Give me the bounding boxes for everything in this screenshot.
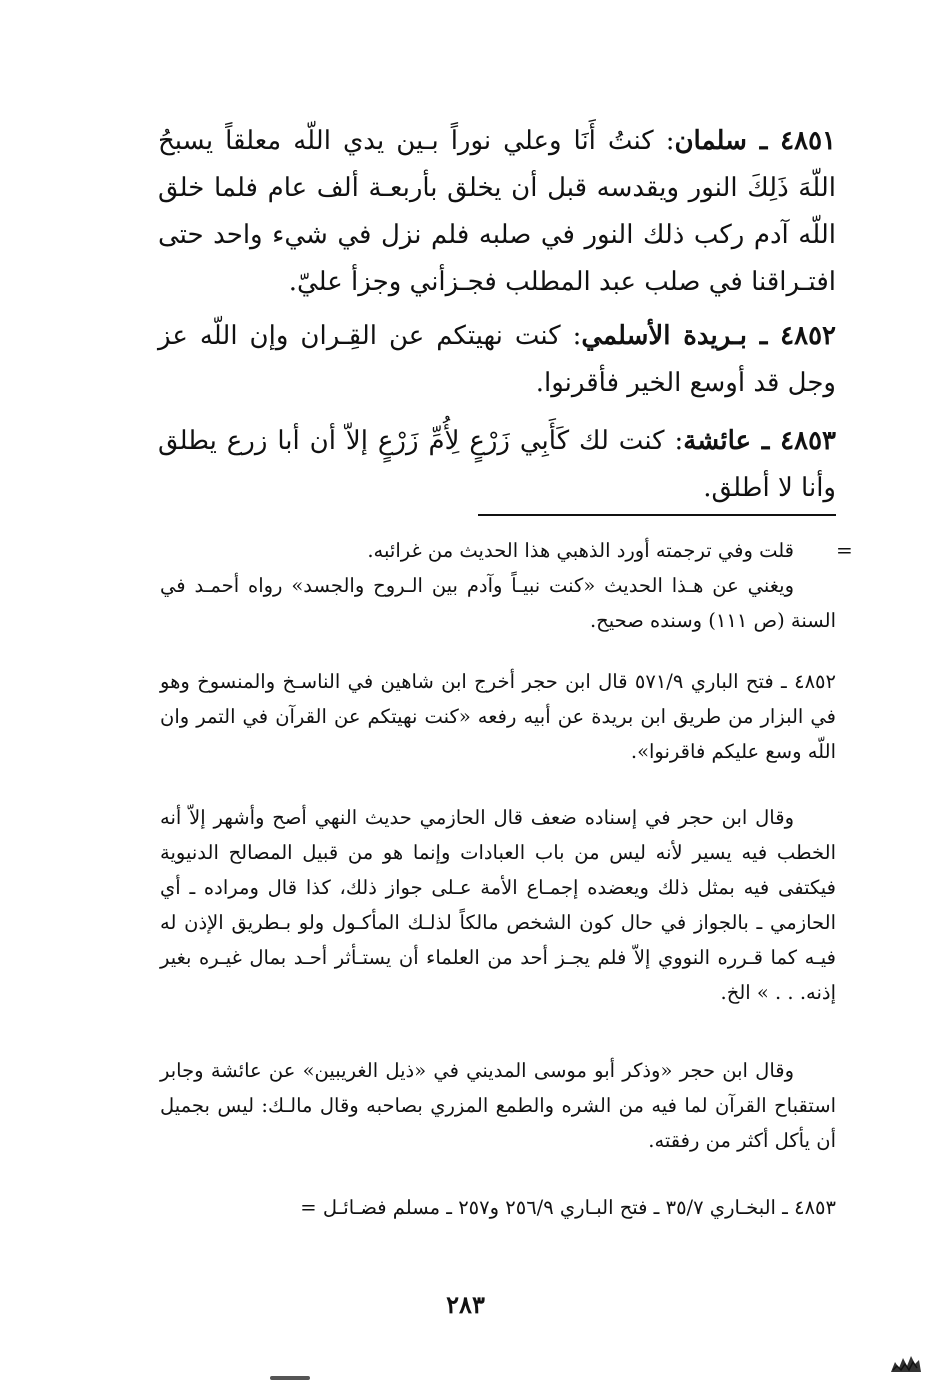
scan-smudge: [270, 1376, 310, 1380]
footnote-text: وقال ابن حجر في إسناده ضعف قال الحازمي حديث النهي أصح وأشهر إلاّ أنه الخطب فيه يسير لأنه ليس من باب العبادات وإنما هو من قبيل المصالح الدنيوية فيكتفى فيه بمثل ذلك ويعضده إجمـاع الأمة عـلى جواز ذلك، كذا قال ومراده ـ أي الحازمي ـ بالجواز في حال كون الشخص مالكاً لذلـك المأكـول ولو بـطريق الإذن له فيـه كما قـرره النووي إلاّ فلم يجـز أحد من العلماء أن يستـأثر أحـد بمال غيـره بغير إذنه. . . » الخ.: [160, 806, 836, 1004]
hadith-number: ٤٨٥٢: [780, 321, 836, 351]
page-number: ٢٨٣: [446, 1290, 485, 1319]
footnote-4853-commentary: [160, 1053, 836, 1158]
footnote-4852: [160, 664, 836, 769]
hadith-number: ٤٨٥١: [780, 126, 836, 156]
footnote-text: ٤٨٥٢ ـ فتح الباري ٥٧١/٩ قال ابن حجر أخرج ابن شاهين في الناسـخ والمنسوخ وهو في البزار من طريق ابن بريدة عن أبيه رفعه «كنت نهيتكم عن القرآن في التمر وان اللّه وسع عليكم فاقرنوا».: [160, 670, 836, 763]
hadith-text: : كنت نهيتكم عن القِـران وإن اللّه عز وجل قد أوسع الخير فأقرنوا.: [158, 321, 836, 398]
hadith-text: : كنت لك كَأَبِي زَرْعٍ لِأُمِّ زَرْعٍ إلاّ أن أبا زرع يطلق وأنا لا أطلق.: [158, 426, 836, 503]
footnote-divider: [478, 514, 836, 516]
hadith-narrator: بـريدة الأسلمي: [581, 321, 747, 351]
number-separator: ـ: [746, 126, 781, 156]
number-separator: ـ: [751, 426, 781, 456]
footnote-continuation: [160, 533, 836, 638]
footnote-continuation-marker: =: [836, 538, 853, 562]
footnote-4852-commentary: [160, 800, 836, 1010]
footnote-4853: [160, 1190, 836, 1225]
hadith-entry-4852: [158, 313, 836, 407]
scan-artifact-icon: [889, 1352, 923, 1374]
footnote-line: ويغني عن هـذا الحديث «كنت نبيـاً وآدم بين الـروح والجسد» رواه أحمـد في السنة (ص ١١١) وسنده صحيح.: [160, 574, 836, 632]
footnote-text: ٤٨٥٣ ـ البخـاري ٣٥/٧ ـ فتح البـاري ٢٥٦/٩ و٢٥٧ ـ مسلم فضـائـل =: [300, 1196, 836, 1219]
hadith-entry-4853: [158, 418, 836, 512]
footnote-line: قلت وفي ترجمته أورد الذهبي هذا الحديث من غرائبه.: [367, 539, 794, 562]
hadith-narrator: عائشة: [683, 426, 752, 456]
hadith-narrator: سلمان: [674, 126, 747, 156]
hadith-number: ٤٨٥٣: [780, 426, 836, 456]
hadith-text: : كنتُ أَنَا وعلي نوراً بـين يدي اللّه معلقاً يسبحُ اللّهَ ذَلِكَ النور ويقدسه قبل أن يخلق بأربعـة ألف عام فلما خلق اللّه آدم ركب ذلك النور في صلبه فلم نزل في شيء واحد حتى افتـراقنا في صلب عبد المطلب فجـزأني وجزأ عليّ.: [158, 126, 836, 297]
number-separator: ـ: [746, 321, 781, 351]
hadith-entry-4851: [158, 118, 836, 306]
footnote-text: وقال ابن حجر «وذكر أبو موسى المديني في «ذيل الغريبين» عن عائشة وجابر استقباح القرآن لما فيه من الشره والطمع المزري بصاحبه وقال مالـك: ليس بجميل أن يأكل أكثر من رفقته.: [160, 1059, 836, 1152]
